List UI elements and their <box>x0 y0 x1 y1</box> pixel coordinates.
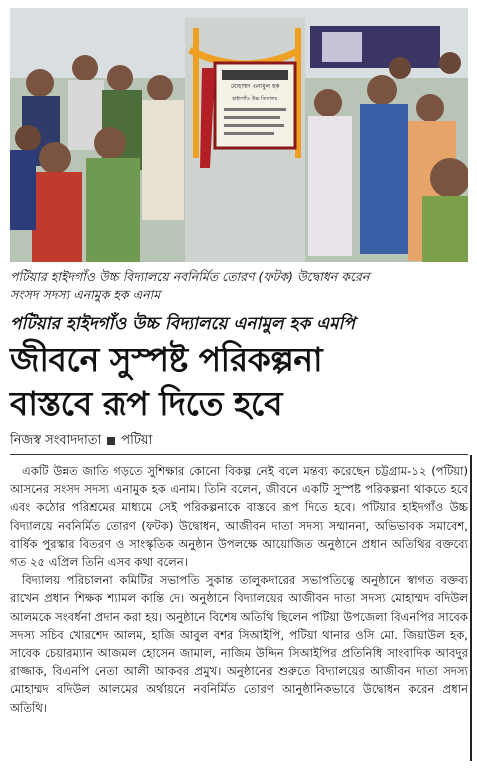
photo-caption <box>10 268 468 304</box>
byline-separator <box>107 437 115 445</box>
byline-reporter: নিজস্ব সংবাদদাতা <box>10 433 102 448</box>
plaque-subtitle: হাইদগাঁও উচ্চ বিদ্যালয় <box>232 96 278 102</box>
headline-line-2: বাস্তবে রূপ দিতে হবে <box>10 384 282 423</box>
article-body <box>10 462 468 717</box>
plaque-title: মোহাম্মদ এনামুল হক <box>230 83 280 90</box>
kicker-headline: পটিয়ার হাইদগাঁও উচ্চ বিদ্যালয়ে এনামুল হক এমপি <box>10 314 355 334</box>
event-photo-illustration <box>10 8 468 262</box>
caption-line-1: পটিয়ার হাইদগাঁও উচ্চ বিদ্যালয়ে নবনির্মিত তোরণ (ফটক) উদ্বোধন করেন <box>10 269 370 284</box>
column-border <box>470 455 472 761</box>
news-photo <box>10 8 468 262</box>
byline-rule <box>10 454 468 455</box>
article-paragraph-2: বিদ্যালয় পরিচালনা কমিটির সভাপতি সুকান্ত তালুকদারের সভাপতিত্বে অনুষ্ঠানে স্বাগত বক্তব্য রাখেন প্রধান শিক্ষক শ্যামল কান্তি দে। অনুষ্ঠানে বিদ্যালয়ের আজীবন দাতা সদস্য মোহাম্মদ বদিউল আলমকে সংবর্ধনা প্রদান করা হয়। অনুষ্ঠানে বিশেষ অতিথি ছিলেন পটিয়া উপজেলা বিএনপির সাবেক সদস্য সচিব খোরশেদ আলম, হাজি আবুল বশর সিআইপি, পটিয়া থানার ওসি মো. জিয়াউল হক, সাবেক চেয়ারম্যান আজমল হোসেন জামাল, নাজিম উদ্দিন সিআইপির প্রতিনিধি সাংবাদিক আবদুর রাজ্জাক, বিএনপি নেতা আলী আকবর প্রমুখ। অনুষ্ঠানের শুরুতে বিদ্যালয়ের আজীবন দাতা সদস্য মোহাম্মদ বদিউল আলমের অর্থায়নে নবনির্মিত তোরণ আনুষ্ঠানিকভাবে উদ্বোধন করেন প্রধান অতিথি। <box>10 573 468 715</box>
headline-line-1: জীবনে সুস্পষ্ট পরিকল্পনা <box>10 340 323 379</box>
byline <box>10 432 468 450</box>
caption-line-2: সংসদ সদস্য এনামুক হক এনাম <box>10 287 161 302</box>
byline-location: পটিয়া <box>121 433 153 448</box>
article-paragraph-1: একটি উন্নত জাতি গড়তে সুশিক্ষার কোনো বিকল্প নেই বলে মন্তব্য করেছেন চট্টগ্রাম-১২ (পটিয়া) আসনের সংসদ সদস্য এনামুক হক এনাম। তিনি বলেন, জীবনে একটি সুস্পষ্ট পরিকল্পনা থাকতে হবে এবং কঠোর পরিশ্রমের মাধ্যমে সেই পরিকল্পনাকে বাস্তবে রূপ দিতে হবে। পটিয়ার হাইদগাঁও উচ্চ বিদ্যালয়ে নবনির্মিত তোরণ (ফটক) উদ্বোধন, আজীবন দাতা সদস্য সম্মাননা, অভিভাবক সমাবেশ, বার্ষিক পুরস্কার বিতরণ ও সাংস্কৃতিক অনুষ্ঠান উপলক্ষে আয়োজিত অনুষ্ঠানে প্রধান অতিথির বক্তব্যে গত ২৫ এপ্রিল তিনি এসব কথা বলেন। <box>10 464 468 570</box>
